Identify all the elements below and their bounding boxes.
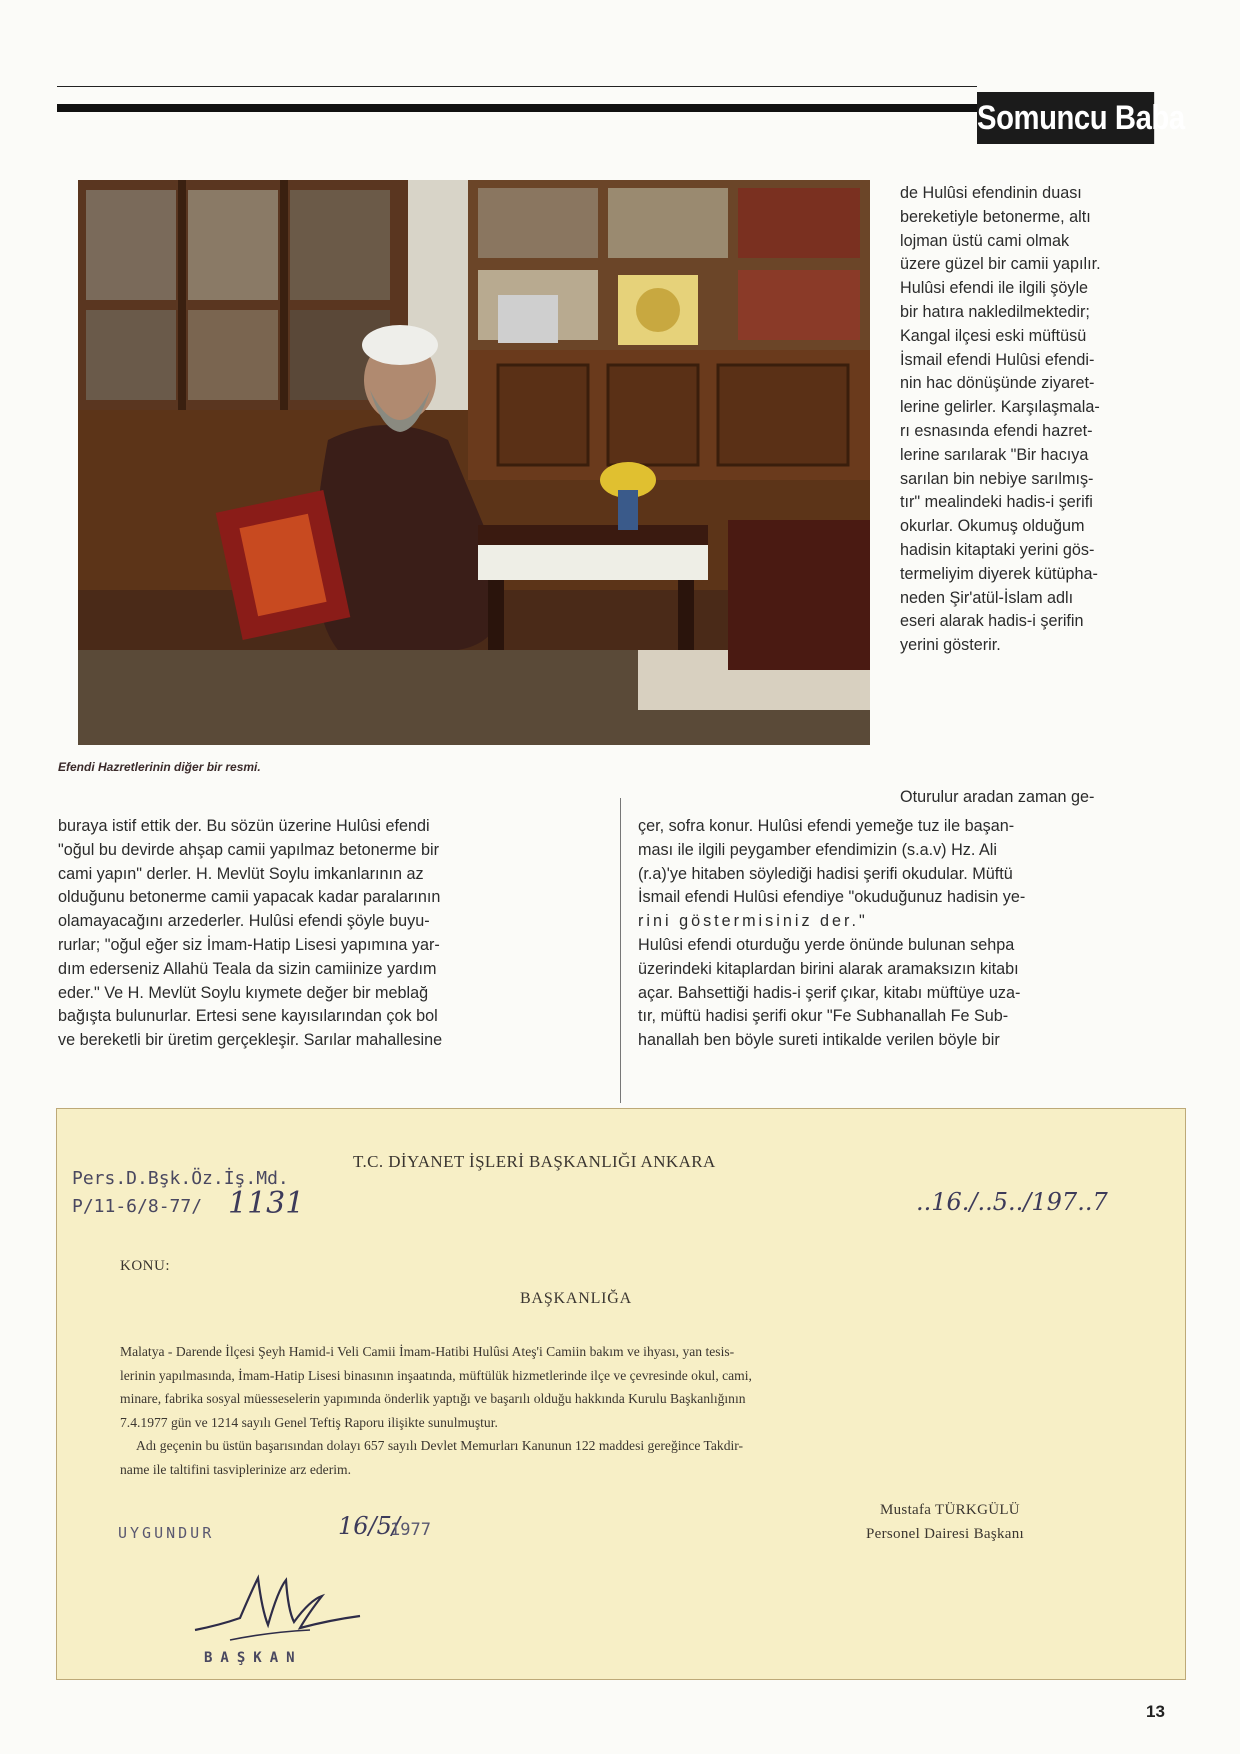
text-line: Hulûsi efendi ile ilgili şöyle [900, 279, 1089, 298]
header-rule-thin [57, 86, 977, 87]
letter-reference-handwritten: 1131 [228, 1186, 305, 1221]
text-line: bağışta bulunurlar. Ertesi sene kayısılarından çok bol [58, 1007, 438, 1026]
text-line: rı esnasında efendi hazret- [900, 421, 1093, 440]
text-line: üzere güzel bir camii yapılır. [900, 255, 1101, 274]
portrait-photo [78, 180, 870, 745]
approval-stamp-handwritten: 16/5/ [338, 1512, 400, 1540]
text-line: yerini gösterir. [900, 636, 1001, 655]
letter-line: Malatya - Darende İlçesi Şeyh Hamid-i Veli Camii İmam-Hatibi Hulûsi Ateş'i Camiin bakım ve ihyası, yan tesis- [120, 1344, 735, 1359]
text-line: nin hac dönüşünde ziyaret- [900, 374, 1095, 393]
text-line: rurlar; "oğul eğer siz İmam-Hatip Lisesi yapımına yar- [58, 935, 440, 954]
letter-reference-dept: Pers.D.Bşk.Öz.İş.Md. [72, 1168, 289, 1189]
text-line: olamayacağını arzederler. Hulûsi efendi şöyle buyu- [58, 912, 430, 931]
signature-scribble [190, 1570, 370, 1650]
text-line: üzerindeki kitaplardan birini alarak aramaksızın kitabı [638, 959, 1019, 978]
text-line: İsmail efendi Hulûsi efendi- [900, 350, 1095, 369]
text-line: ması ile ilgili peygamber efendimizin (s.a.v) Hz. Ali [638, 840, 997, 859]
signatory-title: Personel Dairesi Başkanı [866, 1526, 1024, 1542]
text-line: (r.a)'ye hitaben söylediği hadisi şerifi okudular. Müftü [638, 864, 1013, 883]
text-line: ve bereketli bir üretim gerçekleşir. Sarılar mahallesine [58, 1031, 443, 1050]
approval-stamp: UYGUNDUR [118, 1524, 215, 1542]
text-line: de Hulûsi efendinin duası [900, 184, 1082, 202]
article-column-bottom-left [58, 815, 606, 1053]
text-line: dım ederseniz Allahü Teala da sizin camiinize yardım [58, 959, 437, 978]
text-line: hadisin kitaptaki yerini gös- [900, 540, 1095, 559]
text-line: Hulûsi efendi oturduğu yerde önünde bulunan sehpa [638, 935, 1015, 954]
text-line: rini göstermisiniz der." [638, 912, 868, 931]
article-column-bottom-right [638, 815, 1186, 1053]
approval-stamp-year: 1977 [390, 1520, 431, 1540]
letter-heading: T.C. DİYANET İŞLERİ BAŞKANLIĞI ANKARA [353, 1152, 716, 1171]
text-line: buraya istif ettik der. Bu sözün üzerine Hulûsi efendi [58, 817, 430, 835]
text-line: lerine sarılarak "Bir hacıya [900, 445, 1089, 464]
text-line: olduğunu betonerme camii yapacak kadar paralarının [58, 888, 441, 907]
text-line: neden Şir'atül-İslam adlı [900, 588, 1074, 607]
letter-line: Adı geçenin bu üstün başarısından dolayı 657 sayılı Devlet Memurları Kanunun 122 maddesi gereğince Takdir- [136, 1438, 744, 1453]
letter-line: minare, fabrika sosyal müesseselerin yapımında önderlik yaptığı ve başarılı olduğu hakkında Kurulu Başkanlığının [120, 1391, 746, 1406]
president-label: BAŞKAN [204, 1650, 303, 1666]
letter-body [120, 1340, 1126, 1481]
page-number: 13 [1146, 1702, 1165, 1721]
text-line: lerine gelirler. Karşılaşmala- [900, 398, 1100, 417]
letter-line: lerinin yapılmasında, İmam-Hatip Lisesi binasının inşaatında, müftülük hizmetlerinde ilçe ve çevresinde okul, cami, [120, 1367, 752, 1383]
text-line: sarılan bin nebiye sarılmış- [900, 469, 1094, 488]
text-line: İsmail efendi Hulûsi efendiye "okuduğunuz hadisin ye- [638, 888, 1026, 907]
text-line: eder." Ve H. Mevlüt Soylu kıymete değer bir meblağ [58, 983, 429, 1002]
letter-line: name ile taltifini tasviplerinize arz ederim. [120, 1461, 351, 1477]
text-line: tır" mealindeki hadis-i şerifi [900, 493, 1093, 512]
text-line: çer, sofra konur. Hulûsi efendi yemeğe tuz ile başan- [638, 817, 1015, 835]
magazine-title: Somuncu Baba [977, 92, 1154, 144]
text-line: eseri alarak hadis-i şerifin [900, 612, 1084, 631]
text-line: açar. Bahsettiği hadis-i şerif çıkar, kitabı müftüye uza- [638, 983, 1021, 1002]
text-line: Kangal ilçesi eski müftüsü [900, 326, 1087, 345]
text-line: hanallah ben böyle sureti intikalde verilen böyle bir [638, 1031, 1000, 1050]
text-line: "oğul bu devirde ahşap camii yapılmaz betonerme bir [58, 840, 439, 859]
text-line: cami yapın" derler. H. Mevlüt Soylu imkanlarının az [58, 864, 424, 883]
text-line: tır, müftü hadisi şerifi okur "Fe Subhanallah Fe Sub- [638, 1007, 1009, 1026]
text-line: termeliyim diyerek kütüpha- [900, 564, 1098, 583]
text-line: bir hatıra nakledilmektedir; [900, 302, 1090, 321]
text-line: okurlar. Okumuş olduğum [900, 517, 1085, 536]
signatory-name: Mustafa TÜRKGÜLÜ [880, 1502, 1020, 1518]
letter-line: 7.4.1977 gün ve 1214 sayılı Genel Teftiş Raporu ilişikte sunulmuştur. [120, 1414, 498, 1430]
letter-recipient: BAŞKANLIĞA [520, 1290, 632, 1307]
photo-caption: Efendi Hazretlerinin diğer bir resmi. [58, 760, 261, 774]
letter-reference-number: P/11-6/8-77/ [72, 1196, 203, 1217]
header-rule-thick [57, 104, 977, 112]
letter-subject-label: KONU: [120, 1258, 170, 1274]
column-divider [620, 798, 621, 1103]
article-column-right [900, 182, 1182, 658]
text-line: bereketiyle betonerme, altı [900, 207, 1091, 226]
text-line: lojman üstü cami olmak [900, 231, 1070, 250]
text-line: Oturulur aradan zaman ge- [900, 788, 1095, 806]
letter-date: ..16./..5../197..7 [916, 1188, 1108, 1216]
